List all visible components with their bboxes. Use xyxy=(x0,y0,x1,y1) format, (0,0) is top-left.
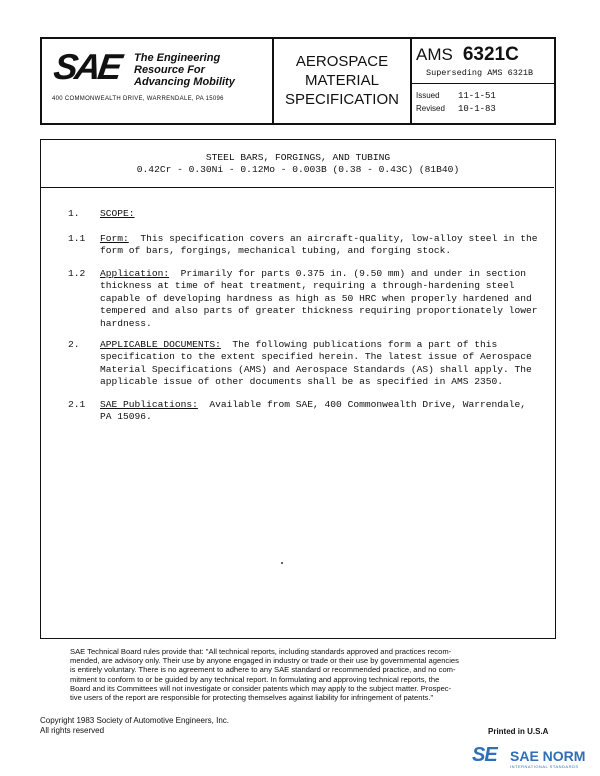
document-header xyxy=(40,37,556,125)
copyright-block xyxy=(40,716,229,736)
section-number: 1. xyxy=(68,208,80,219)
section-text: Primarily for parts 0.375 in. (9.50 mm) and under in section xyxy=(180,268,527,279)
section-text: This specification covers an aircraft-quality, low-alloy steel in the xyxy=(140,233,538,244)
section-text: applicable issue of other documents shall be as specified in AMS 2350. xyxy=(100,376,504,388)
section-heading: SCOPE: xyxy=(100,208,135,219)
divider xyxy=(412,83,554,84)
spec-body xyxy=(40,139,556,639)
tagline-line: Advancing Mobility xyxy=(134,76,235,88)
section-text: Available from SAE, 400 Commonwealth Drive, Warrendale, xyxy=(209,399,527,410)
superseding-note: Superseding AMS 6321B xyxy=(426,68,534,78)
rights-text: All rights reserved xyxy=(40,726,105,735)
spec-id-block xyxy=(412,39,554,123)
tagline-line: The Engineering xyxy=(134,52,221,64)
section-text: PA 15096. xyxy=(100,411,152,423)
watermark-name: SAE NORM xyxy=(510,748,586,764)
revised-row xyxy=(416,104,550,114)
spec-title: STEEL BARS, FORGINGS, AND TUBING xyxy=(205,152,391,163)
section-text: form of bars, forgings, mechanical tubing, and forging stock. xyxy=(100,245,452,257)
section-number: 1.1 xyxy=(68,233,86,244)
section-2-1 xyxy=(68,399,526,424)
publisher-block xyxy=(42,39,274,123)
issued-row xyxy=(416,91,550,101)
notice-line: Board and its Committees will not investigate or consider patents which may apply to the subject matter. Prospec- xyxy=(70,683,452,693)
revised-label: Revised xyxy=(416,104,445,113)
tagline-line: Resource For xyxy=(134,64,205,76)
notice-line: SAE Technical Board rules provide that: "All technical reports, including standards approved and practices recom- xyxy=(70,647,452,656)
section-heading: Form: xyxy=(100,233,129,244)
section-heading: Application: xyxy=(100,268,170,279)
watermark-mark: SE xyxy=(472,744,497,766)
notice-line: mitment to conform to or be guided by any technical report. In formulating and approving technical reports, the xyxy=(70,674,440,684)
section-2 xyxy=(68,339,532,389)
section-heading: APPLICABLE DOCUMENTS: xyxy=(100,339,221,350)
section-text: tempered and also parts of greater thickness requiring proportionately lower xyxy=(100,305,538,317)
ams-number: 6321C xyxy=(462,44,519,65)
sae-tagline xyxy=(134,52,235,88)
printed-in: Printed in U.S.A xyxy=(488,727,549,736)
doc-type-line: SPECIFICATION xyxy=(285,91,399,108)
divider xyxy=(41,187,554,188)
section-1-2 xyxy=(68,268,538,330)
section-text: thickness at time of heat treatment, requiring a through-hardening steel xyxy=(100,280,515,292)
section-text: specification to the extent specified herein. The latest issue of Aerospace xyxy=(100,351,532,363)
spec-composition: 0.42Cr - 0.30Ni - 0.12Mo - 0.003B (0.38 - 0.43C) (81B40) xyxy=(136,164,460,175)
notice-line: is entirely voluntary. There is no agreement to adhere to any SAE standard or recommended practice, and no com- xyxy=(70,665,456,675)
scan-speck xyxy=(281,562,283,564)
issued-date: 11-1-51 xyxy=(458,91,496,101)
revised-date: 10-1-83 xyxy=(458,104,496,114)
copyright-text: Copyright 1983 Society of Automotive Engineers, Inc. xyxy=(40,716,229,725)
notice-line: mended, are advisory only. Their use by anyone engaged in industry or trade or their use by governmental agencies xyxy=(70,656,459,666)
ams-designation xyxy=(416,44,519,66)
section-number: 2. xyxy=(68,339,80,350)
technical-board-notice xyxy=(70,647,550,702)
doc-type-line: MATERIAL xyxy=(305,72,379,89)
section-text: The following publications form a part of this xyxy=(232,339,498,350)
section-text: capable of developing hardness as high as 50 HRC when properly hardened and xyxy=(100,292,532,304)
publisher-address: 400 COMMONWEALTH DRIVE, WARRENDALE, PA 15096 xyxy=(52,96,224,102)
section-heading: SAE Publications: xyxy=(100,399,198,410)
section-number: 2.1 xyxy=(68,399,86,410)
sae-logo: SAE xyxy=(51,46,122,87)
section-number: 1.2 xyxy=(68,268,86,279)
issued-label: Issued xyxy=(416,91,440,100)
watermark-sub: INTERNATIONAL STANDARDS xyxy=(510,764,579,769)
document-type xyxy=(274,39,412,123)
sae-norm-watermark xyxy=(470,744,596,772)
section-text: hardness. xyxy=(100,317,152,329)
notice-line: tive users of the report are responsible for protecting themselves against liability for infringement of patents." xyxy=(70,693,434,703)
section-1-1 xyxy=(68,233,538,258)
ams-label: AMS xyxy=(416,45,453,64)
section-1 xyxy=(68,208,135,220)
doc-type-line: AEROSPACE xyxy=(295,53,389,70)
section-text: Material Specifications (AMS) and Aerospace Standards (AS) shall apply. The xyxy=(100,363,532,375)
